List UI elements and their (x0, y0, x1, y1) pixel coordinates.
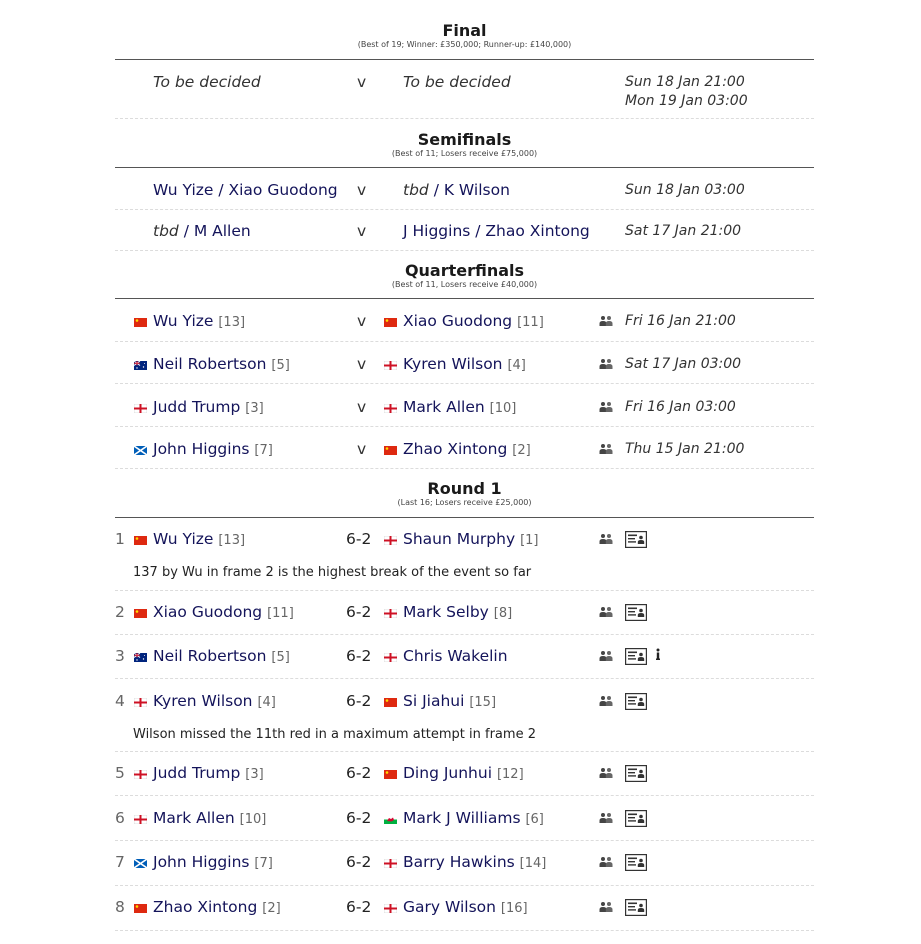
flag-icon (384, 904, 397, 913)
vs-label: v (357, 73, 367, 91)
round1-subtitle: (Last 16; Losers receive £25,000) (397, 498, 532, 507)
round1-title: Round 1 (427, 479, 502, 498)
seed: [14] (519, 856, 547, 871)
semifinals-rule (115, 167, 814, 168)
final-date-line-1: Sun 18 Jan 21:00 (625, 74, 745, 90)
row-divider (115, 383, 814, 384)
flag-icon (384, 859, 397, 868)
seed: [7] (254, 443, 273, 458)
player-link[interactable]: Neil Robertson (153, 355, 267, 373)
flag-icon (384, 536, 397, 545)
player-2 (403, 600, 512, 626)
round1-rule (115, 517, 814, 518)
player-2 (403, 850, 546, 876)
quarterfinals-rule (115, 298, 814, 299)
flag-icon (134, 653, 147, 662)
player-link[interactable]: John Higgins (153, 440, 250, 458)
seed: [10] (239, 812, 267, 827)
final-player-1: To be decided (153, 73, 261, 91)
seed: [10] (489, 401, 517, 416)
match-score: 6-2 (346, 647, 372, 665)
row-divider (115, 795, 814, 796)
player-1 (153, 437, 273, 463)
round1-match-row (115, 527, 814, 551)
head-to-head-icon[interactable] (598, 767, 614, 779)
seed: [4] (507, 358, 526, 373)
flag-icon (384, 446, 397, 455)
match-number: 6 (115, 809, 125, 827)
player-link[interactable]: Gary Wilson (403, 898, 496, 916)
player-link[interactable]: Zhao Xintong (153, 898, 258, 916)
flag-icon (384, 698, 397, 707)
player-2 (403, 352, 526, 378)
match-number: 7 (115, 853, 125, 871)
flag-icon (134, 770, 147, 779)
player-link[interactable]: Zhao Xintong (485, 222, 590, 240)
seed: [5] (271, 358, 290, 373)
seed: [13] (218, 315, 246, 330)
flag-icon (134, 815, 147, 824)
round1-match-row (115, 850, 814, 874)
head-to-head-icon[interactable] (598, 315, 614, 327)
player-link[interactable]: Xiao Guodong (228, 181, 338, 199)
match-report-icon[interactable] (625, 854, 647, 871)
player-2 (403, 644, 508, 668)
head-to-head-icon[interactable] (598, 856, 614, 868)
player-link[interactable]: Neil Robertson (153, 647, 267, 665)
flag-icon (384, 361, 397, 370)
seed: [3] (245, 401, 264, 416)
flag-icon (384, 318, 397, 327)
seed: [8] (493, 606, 513, 621)
player-1 (153, 895, 281, 921)
match-number: 8 (115, 898, 125, 916)
head-to-head-icon[interactable] (598, 695, 614, 707)
round1-match-row (115, 761, 814, 785)
player-link[interactable]: Ding Junhui (403, 764, 493, 782)
player-2 (403, 761, 524, 787)
head-to-head-icon[interactable] (598, 606, 614, 618)
semifinals-title: Semifinals (417, 130, 512, 149)
player-1 (153, 761, 264, 787)
match-report-icon[interactable] (625, 648, 647, 665)
row-divider (115, 678, 814, 679)
row-divider (115, 118, 814, 119)
match-number: 3 (115, 647, 125, 665)
flag-icon (134, 859, 147, 868)
row-divider (115, 930, 814, 931)
player-link[interactable]: K Wilson (443, 181, 510, 199)
row-divider (115, 634, 814, 635)
quarterfinal-row (115, 309, 814, 333)
player-link[interactable]: Wu Yize (153, 312, 214, 330)
row-divider (115, 885, 814, 886)
quarterfinals-title: Quarterfinals (404, 261, 525, 280)
final-title: Final (442, 21, 487, 40)
head-to-head-icon[interactable] (598, 533, 614, 545)
info-icon[interactable] (654, 644, 662, 668)
player-link[interactable]: J Higgins (403, 222, 471, 240)
player-2 (403, 806, 544, 832)
quarterfinal-row (115, 437, 814, 461)
final-player-2: To be decided (403, 73, 511, 91)
seed: [5] (271, 650, 290, 665)
seed: [6] (525, 812, 544, 827)
player-1 (153, 850, 273, 876)
player-link[interactable]: M Allen (193, 222, 251, 240)
vs-label: v (357, 398, 367, 416)
row-divider (115, 250, 814, 251)
head-to-head-icon[interactable] (598, 401, 614, 413)
match-number: 5 (115, 764, 125, 782)
player-link[interactable]: Judd Trump (153, 398, 241, 416)
quarterfinals-subtitle: (Best of 11, Losers receive £40,000) (391, 280, 538, 289)
match-score: 6-2 (346, 809, 372, 827)
head-to-head-icon[interactable] (598, 901, 614, 913)
flag-icon (134, 698, 147, 707)
match-date: Fri 16 Jan 21:00 (625, 313, 736, 329)
match-date: Sat 17 Jan 03:00 (625, 356, 742, 372)
player-link[interactable]: Xiao Guodong (403, 312, 513, 330)
player-2 (403, 395, 516, 421)
vs-label: v (357, 312, 367, 330)
semifinal-2-player-2: J Higgins / Zhao Xintong (403, 222, 590, 240)
final-subtitle: (Best of 19; Winner: £350,000; Runner-up: £140,000) (357, 40, 572, 49)
round1-header (115, 480, 814, 508)
player-link[interactable]: Wu Yize (153, 181, 214, 199)
final-match-row (115, 70, 814, 109)
player-link[interactable]: Judd Trump (153, 764, 241, 782)
match-score: 6-2 (346, 603, 372, 621)
round1-match-row (115, 600, 814, 624)
player-link[interactable]: Shaun Murphy (403, 530, 516, 548)
player-1 (153, 527, 245, 553)
match-note: Wilson missed the 11th red in a maximum attempt in frame 2 (133, 727, 536, 742)
semifinal-1-player-2: tbd / K Wilson (403, 181, 510, 199)
seed: [4] (257, 695, 276, 710)
final-header (115, 22, 814, 50)
player-1 (153, 395, 264, 421)
player-2 (403, 689, 496, 715)
seed: [7] (254, 856, 273, 871)
semifinal-2-player-1: tbd / M Allen (153, 222, 251, 240)
results-page (115, 0, 814, 944)
flag-icon (134, 404, 147, 413)
player-link[interactable]: Mark Allen (403, 398, 485, 416)
vs-label: v (357, 181, 367, 199)
flag-icon (134, 609, 147, 618)
player-link[interactable]: Kyren Wilson (403, 355, 503, 373)
vs-label: v (357, 355, 367, 373)
player-2 (403, 527, 539, 553)
player-link[interactable]: Mark Allen (153, 809, 235, 827)
seed: [11] (267, 606, 294, 621)
semifinal-2-date: Sat 17 Jan 21:00 (625, 223, 742, 239)
match-score: 6-2 (346, 898, 372, 916)
seed: [16] (500, 901, 528, 916)
round1-match-row (115, 895, 814, 919)
semifinal-1-date: Sun 18 Jan 03:00 (625, 182, 745, 198)
player-link[interactable]: Wu Yize (153, 530, 214, 548)
flag-icon (134, 536, 147, 545)
flag-icon (134, 318, 147, 327)
match-score: 6-2 (346, 692, 372, 710)
player-1 (153, 309, 245, 335)
seed: [2] (262, 901, 281, 916)
round1-match-row (115, 644, 814, 668)
match-number: 4 (115, 692, 125, 710)
player-link[interactable]: Xiao Guodong (153, 603, 263, 621)
final-date-line-2: Mon 19 Jan 03:00 (625, 93, 748, 109)
flag-icon (134, 904, 147, 913)
semifinals-subtitle: (Best of 11; Losers receive £75,000) (391, 149, 538, 158)
player-link[interactable]: Chris Wakelin (403, 647, 508, 665)
round1-match-row (115, 689, 814, 713)
seed: [3] (245, 767, 264, 782)
match-report-icon[interactable] (625, 531, 647, 548)
quarterfinals-header (115, 262, 814, 290)
match-score: 6-2 (346, 853, 372, 871)
player-1 (153, 806, 266, 832)
seed: [15] (469, 695, 497, 710)
player-link[interactable]: Zhao Xintong (403, 440, 508, 458)
match-report-icon[interactable] (625, 810, 647, 827)
player-link[interactable]: Si Jiahui (403, 692, 465, 710)
seed: [13] (218, 533, 246, 548)
flag-icon (384, 770, 397, 779)
semifinal-1-player-1: Wu Yize / Xiao Guodong (153, 181, 338, 199)
flag-icon (384, 653, 397, 662)
row-divider (115, 341, 814, 342)
match-number: 1 (115, 530, 125, 548)
player-link[interactable]: Mark Selby (403, 603, 489, 621)
player-2 (403, 437, 531, 463)
match-report-icon[interactable] (625, 693, 647, 710)
player-link[interactable]: Barry Hawkins (403, 853, 515, 871)
seed: [2] (512, 443, 531, 458)
semifinals-header (115, 131, 814, 159)
player-link[interactable]: John Higgins (153, 853, 250, 871)
row-divider (115, 590, 814, 591)
head-to-head-icon[interactable] (598, 358, 614, 370)
match-report-icon[interactable] (625, 765, 647, 782)
match-number: 2 (115, 603, 125, 621)
flag-icon (384, 404, 397, 413)
seed: [11] (517, 315, 544, 330)
player-1 (153, 689, 276, 715)
semifinal-row-2 (115, 219, 814, 243)
vs-label: v (357, 222, 367, 240)
player-1 (153, 600, 294, 626)
row-divider (115, 468, 814, 469)
head-to-head-icon[interactable] (598, 812, 614, 824)
seed: [1] (520, 533, 539, 548)
final-date (625, 73, 748, 111)
player-link[interactable]: Mark J Williams (403, 809, 521, 827)
quarterfinal-row (115, 395, 814, 419)
flag-icon (134, 446, 147, 455)
flag-icon (384, 609, 397, 618)
final-rule (115, 59, 814, 60)
flag-icon (134, 361, 147, 370)
match-score: 6-2 (346, 530, 372, 548)
match-date: Thu 15 Jan 21:00 (625, 441, 745, 457)
match-score: 6-2 (346, 764, 372, 782)
row-divider (115, 751, 814, 752)
row-divider (115, 840, 814, 841)
vs-label: v (357, 440, 367, 458)
match-report-icon[interactable] (625, 604, 647, 621)
head-to-head-icon[interactable] (598, 443, 614, 455)
row-divider (115, 426, 814, 427)
match-report-icon[interactable] (625, 899, 647, 916)
player-1 (153, 352, 290, 378)
match-date: Fri 16 Jan 03:00 (625, 399, 736, 415)
match-note: 137 by Wu in frame 2 is the highest break of the event so far (133, 565, 532, 580)
flag-icon (384, 815, 397, 824)
player-2 (403, 309, 544, 335)
row-divider (115, 209, 814, 210)
round1-match-row (115, 806, 814, 830)
semifinal-row-1 (115, 178, 814, 202)
player-1 (153, 644, 290, 670)
head-to-head-icon[interactable] (598, 650, 614, 662)
quarterfinal-row (115, 352, 814, 376)
seed: [12] (496, 767, 524, 782)
player-link[interactable]: Kyren Wilson (153, 692, 253, 710)
player-2 (403, 895, 528, 921)
